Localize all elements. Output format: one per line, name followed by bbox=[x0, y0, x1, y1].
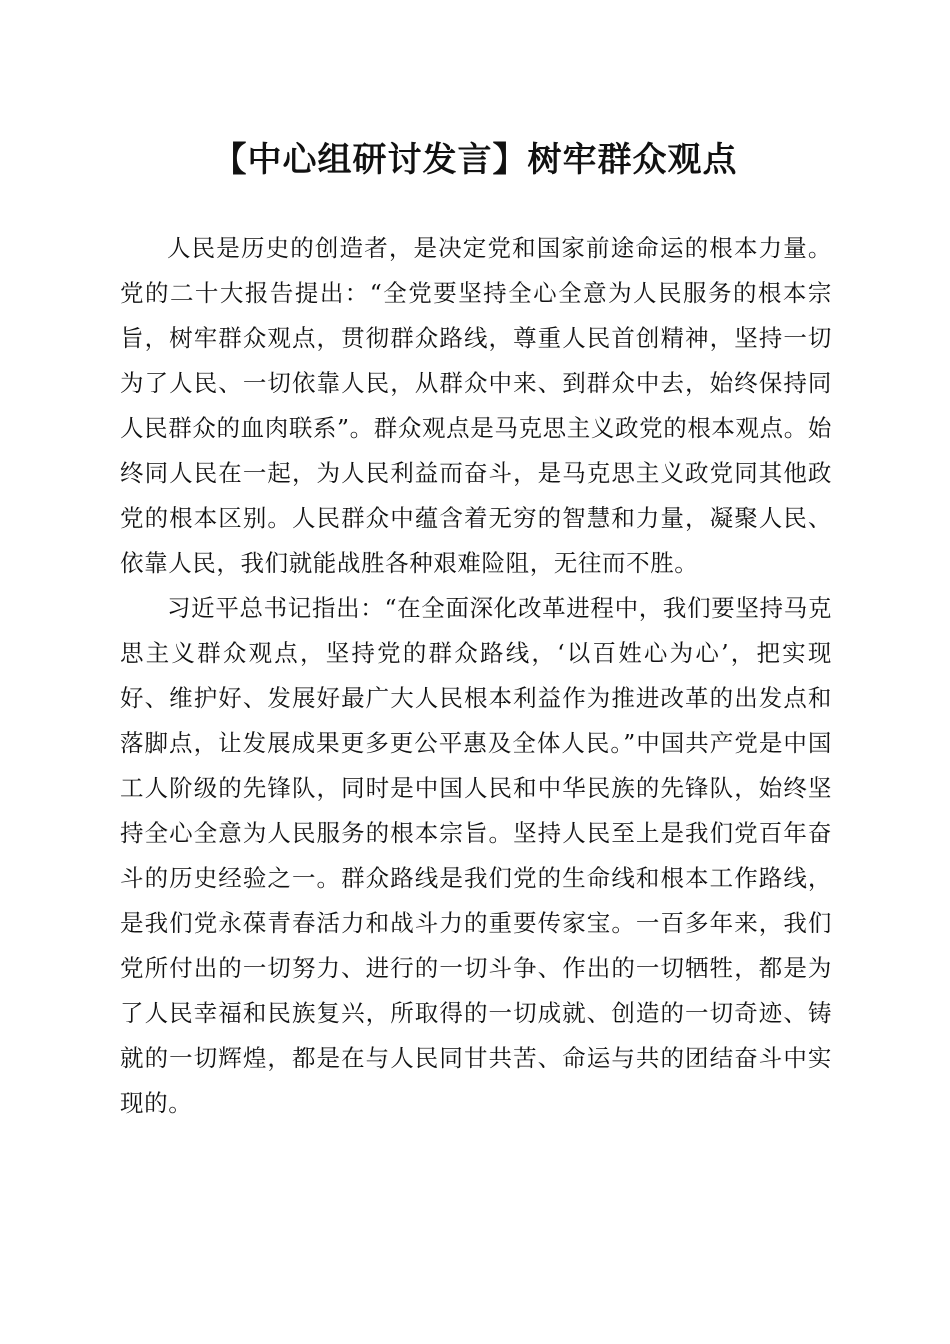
paragraph-2: 习近平总书记指出：“在全面深化改革进程中，我们要坚持马克思主义群众观点，坚持党的群众路线，‘以百姓心为心’，把实现好、维护好、发展好最广大人民根本利益作为推进改革的出发点和落脚点，让发展成果更多更公平惠及全体人民。”中国共产党是中国工人阶级的先锋队，同时是中国人民和中华民族的先锋队，始终坚持全心全意为人民服务的根本宗旨。坚持人民至上是我们党百年奋斗的历史经验之一。群众路线是我们党的生命线和根本工作路线，是我们党永葆青春活力和战斗力的重要传家宝。一百多年来，我们党所付出的一切努力、进行的一切斗争、作出的一切牺牲，都是为了人民幸福和民族复兴，所取得的一切成就、创造的一切奇迹、铸就的一切辉煌，都是在与人民同甘共苦、命运与共的团结奋斗中实现的。 bbox=[120, 594, 832, 1117]
document-title: 【中心组研讨发言】树牢群众观点 bbox=[212, 140, 738, 180]
document-body bbox=[120, 226, 832, 1126]
paragraph-1: 人民是历史的创造者，是决定党和国家前途命运的根本力量。党的二十大报告提出：“全党要坚持全心全意为人民服务的根本宗旨，树牢群众观点，贯彻群众路线，尊重人民首创精神，坚持一切为了人民、一切依靠人民，从群众中来、到群众中去，始终保持同人民群众的血肉联系”。群众观点是马克思主义政党的根本观点。始终同人民在一起，为人民利益而奋斗，是马克思主义政党同其他政党的根本区别。人民群众中蕴含着无穷的智慧和力量，凝聚人民、依靠人民，我们就能战胜各种艰难险阻，无往而不胜。 bbox=[120, 234, 832, 577]
